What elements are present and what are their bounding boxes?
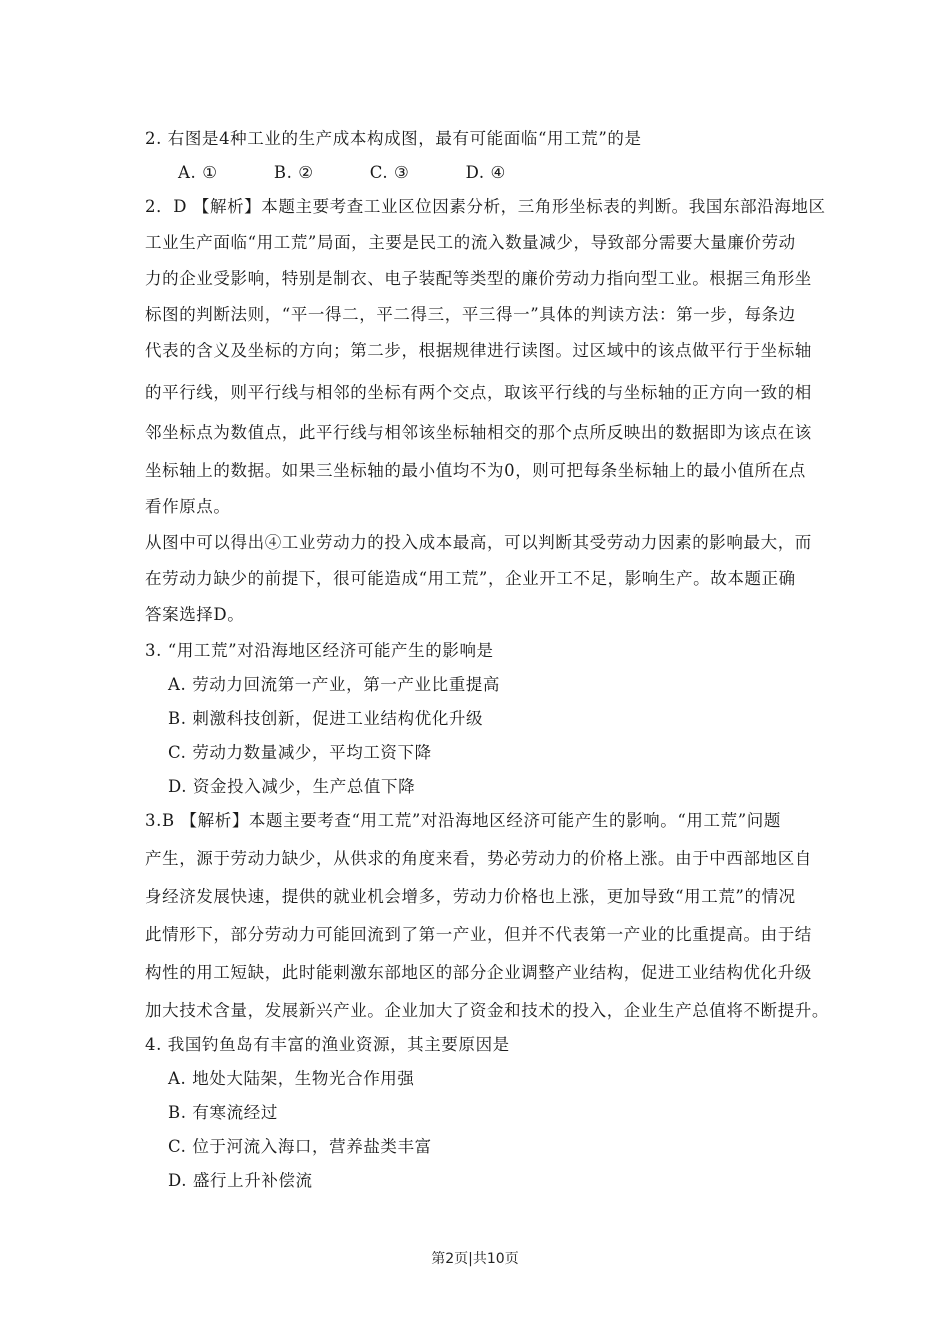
q2-analysis-line: 邻坐标点为数值点，此平行线与相邻该坐标轴相交的那个点所反映出的数据即为该点在该 bbox=[145, 423, 812, 442]
q4-option-c: C. 位于河流入海口，营养盐类丰富 bbox=[168, 1137, 432, 1156]
q2-analysis-line: 在劳动力缺少的前提下，很可能造成“用工荒”，企业开工不足，影响生产。故本题正确 bbox=[145, 569, 796, 588]
q2-choices bbox=[178, 162, 506, 184]
q2-analysis-line: 代表的含义及坐标的方向；第二步，根据规律进行读图。过区域中的该点做平行于坐标轴 bbox=[145, 341, 812, 360]
page-number-footer: 第2页|共10页 bbox=[431, 1251, 519, 1267]
q2-analysis-line: 2．D 【解析】本题主要考查工业区位因素分析，三角形坐标表的判断。我国东部沿海地区 bbox=[145, 197, 826, 216]
q2-analysis-line: 的平行线，则平行线与相邻的坐标有两个交点，取该平行线的与坐标轴的正方向一致的相 bbox=[145, 383, 812, 402]
q3-option-a: A. 劳动力回流第一产业，第一产业比重提高 bbox=[168, 675, 501, 694]
q3-option-d: D. 资金投入减少，生产总值下降 bbox=[168, 777, 416, 796]
q3-stem: 3. “用工荒”对沿海地区经济可能产生的影响是 bbox=[145, 641, 494, 660]
q4-stem: 4. 我国钓鱼岛有丰富的渔业资源，其主要原因是 bbox=[145, 1035, 510, 1054]
q2-analysis-line: 力的企业受影响，特别是制衣、电子装配等类型的廉价劳动力指向型工业。根据三角形坐 bbox=[145, 269, 812, 288]
q2-analysis-line: 看作原点。 bbox=[145, 497, 231, 516]
q2-analysis-line: 答案选择D。 bbox=[145, 605, 245, 624]
q3-analysis-line: 加大技术含量，发展新兴产业。企业加大了资金和技术的投入，企业生产总值将不断提升。 bbox=[145, 1001, 829, 1020]
q3-analysis-line: 产生，源于劳动力缺少，从供求的角度来看，势必劳动力的价格上涨。由于中西部地区自 bbox=[145, 849, 812, 868]
q4-option-d: D. 盛行上升补偿流 bbox=[168, 1171, 313, 1190]
q2-analysis-line: 坐标轴上的数据。如果三坐标轴的最小值均不为0，则可把每条坐标轴上的最小值所在点 bbox=[145, 461, 806, 480]
q2-stem: 2. 右图是4种工业的生产成本构成图，最有可能面临“用工荒”的是 bbox=[145, 129, 642, 148]
q2-choice-d: D. ④ bbox=[465, 163, 506, 182]
q3-option-c: C. 劳动力数量减少，平均工资下降 bbox=[168, 743, 432, 762]
q3-option-b: B. 刺激科技创新，促进工业结构优化升级 bbox=[168, 709, 484, 728]
q3-analysis-line: 3.B 【解析】本题主要考查“用工荒”对沿海地区经济可能产生的影响。“用工荒”问题 bbox=[145, 811, 781, 830]
q3-analysis-line: 身经济发展快速，提供的就业机会增多，劳动力价格也上涨，更加导致“用工荒”的情况 bbox=[145, 887, 796, 906]
q3-analysis-line: 构性的用工短缺，此时能刺激东部地区的部分企业调整产业结构，促进工业结构优化升级 bbox=[145, 963, 812, 982]
q2-choice-a: A. ① bbox=[178, 163, 218, 182]
q2-choice-c: C. ③ bbox=[369, 163, 410, 182]
q2-choice-b: B. ② bbox=[273, 163, 314, 182]
q4-option-b: B. 有寒流经过 bbox=[168, 1103, 278, 1122]
q3-analysis-line: 此情形下，部分劳动力可能回流到了第一产业，但并不代表第一产业的比重提高。由于结 bbox=[145, 925, 812, 944]
q2-analysis-line: 工业生产面临“用工荒”局面，主要是民工的流入数量减少，导致部分需要大量廉价劳动 bbox=[145, 233, 796, 252]
q2-analysis-line: 标图的判断法则，“平一得二，平二得三，平三得一”具体的判读方法：第一步，每条边 bbox=[145, 305, 796, 324]
q4-option-a: A. 地处大陆架，生物光合作用强 bbox=[168, 1069, 415, 1088]
q2-analysis-line: 从图中可以得出④工业劳动力的投入成本最高，可以判断其受劳动力因素的影响最大，而 bbox=[145, 533, 812, 552]
